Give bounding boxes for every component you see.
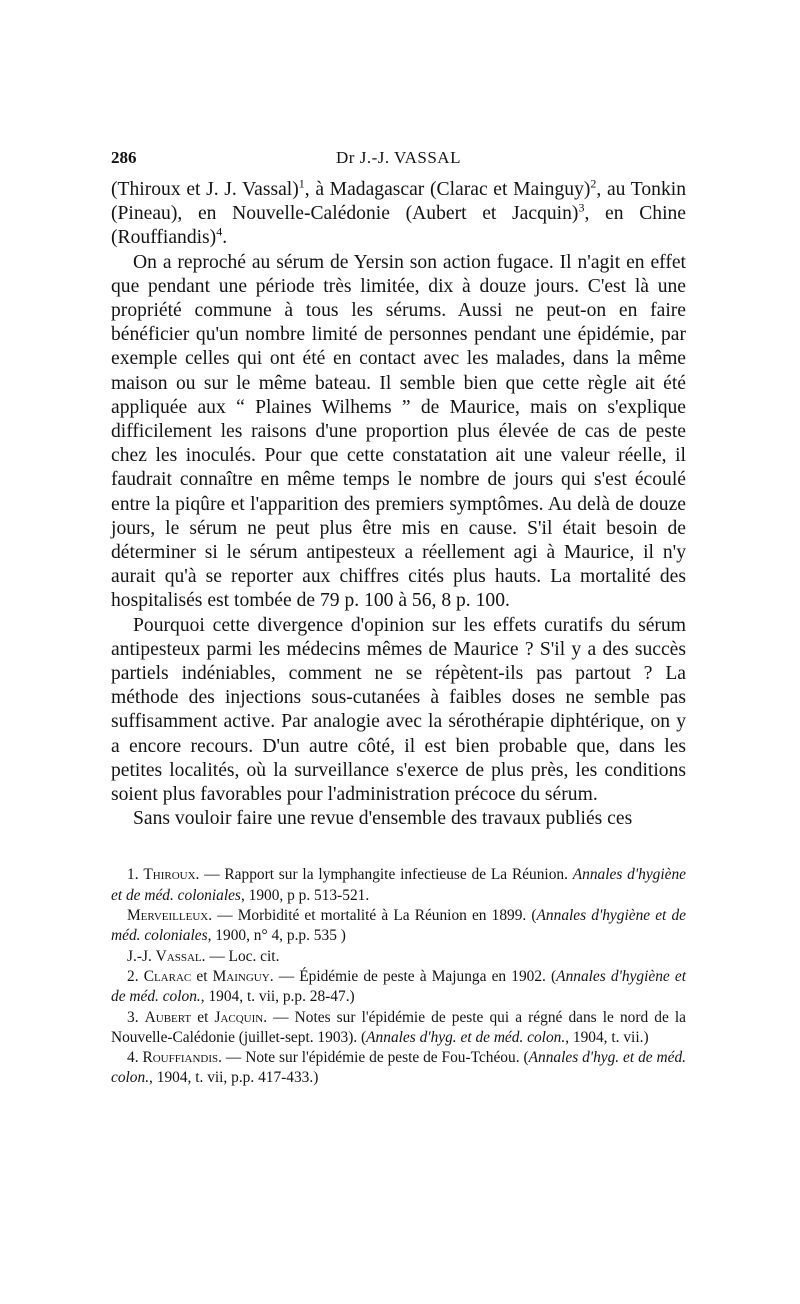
footnote <box>111 906 686 947</box>
footnote <box>111 967 686 1008</box>
running-head: Dr J.-J. VASSAL <box>336 148 461 167</box>
footnote-reference: 4 <box>216 224 223 239</box>
journal-title: Annales d'hygiène et de méd. coloniales <box>111 907 686 945</box>
body-paragraph <box>111 251 686 614</box>
body-text <box>111 178 686 831</box>
text-run: Sans vouloir faire une revue d'ensemble des travaux publiés ces <box>133 808 633 830</box>
body-paragraph <box>111 178 686 251</box>
page-number: 286 <box>111 148 137 167</box>
footnote <box>111 947 686 967</box>
text-run: , 1900, n° 4, p.p. 535 ) <box>207 927 346 945</box>
text-run: . <box>222 227 228 249</box>
text-run: 3. <box>127 1008 145 1026</box>
text-run: . — Note sur l'épidémie de peste de Fou-Tchéou. ( <box>218 1049 529 1067</box>
body-paragraph <box>111 614 686 808</box>
text-run: , 1904, t. vii.) <box>565 1028 649 1046</box>
text-run: J.-J. <box>127 947 156 965</box>
text-run: , 1904, t. vii, p.p. 28-47.) <box>200 988 355 1006</box>
journal-title: Annales d'hygiène et de méd. colon. <box>111 967 686 1006</box>
journal-title: Annales d'hygiène et de méd. coloniales <box>111 866 687 904</box>
text-run: Pourquoi cette divergence d'opinion sur les effets curatifs du sérum antipesteux parmi les médecins mêmes de Maurice ? S'il y a des succès partiels indéniables, comment ne se répètent-ils pas partout ? La méthode des injections sous-cutanées à faibles doses ne semble pas suffisamment active. Par analogie avec la sérothérapie diphtérique, on y a encore recours. D'un autre côté, il est bien probable que, dans les petites localités, où la surveillance s'exerce de plus près, les conditions soient plus favorables pour l'administration précoce du sérum. <box>111 614 686 806</box>
text-run: , 1900, p p. 513-521. <box>240 886 370 904</box>
text-run: 2. <box>127 967 144 985</box>
text-run: , au Tonkin (Pineau), en Nouvelle-Calédonie (Aubert et Jacquin) <box>111 179 686 225</box>
author-name: Mainguy <box>212 967 270 985</box>
author-name: Rouffiandis <box>142 1049 219 1067</box>
author-name: Merveilleux <box>127 907 209 925</box>
text-run: , 1904, t. vii, p.p. 417-433.) <box>149 1069 319 1087</box>
author-name: Jacquin <box>214 1008 264 1026</box>
footnote-reference: 3 <box>578 200 585 215</box>
text-run: 4. <box>127 1049 143 1067</box>
journal-title: Annales d'hyg. et de méd. colon. <box>366 1028 566 1046</box>
author-name: Thiroux <box>143 866 196 884</box>
book-page <box>111 148 686 1089</box>
author-name: Clarac <box>143 967 192 985</box>
text-run: . — Morbidité et mortalité à La Réunion en 1899. ( <box>208 907 537 925</box>
text-run: . — Épidémie de peste à Majunga en 1902. ( <box>269 967 557 985</box>
author-name: Vassal <box>155 947 202 965</box>
journal-title: Annales d'hyg. et de méd. colon. <box>111 1049 687 1087</box>
text-run: . — Notes sur l'épidémie de peste qui a régné dans le nord de la Nouvelle-Calédonie (juillet-sept. 1903). ( <box>111 1008 686 1046</box>
text-run: . — Rapport sur la lymphangite infectieuse de La Réunion. <box>195 866 573 884</box>
text-run: (Thiroux et J. J. Vassal) <box>111 179 299 200</box>
footnotes <box>111 865 686 1088</box>
text-run: , à Madagascar (Clarac et Mainguy) <box>304 179 591 200</box>
text-run: et <box>191 967 213 985</box>
page-header <box>111 148 686 174</box>
footnote <box>111 1008 686 1049</box>
body-paragraph <box>111 807 686 831</box>
footnote-reference: 1 <box>298 176 305 191</box>
footnote-reference: 2 <box>590 176 597 191</box>
footnote <box>111 1048 686 1089</box>
text-run: On a reproché au sérum de Yersin son action fugace. Il n'agit en effet que pendant une période très limitée, dix à douze jours. C'est là une propriété commune à tous les sérums. Aussi ne peut-on en faire bénéficier qu'un nombre limité de personnes pendant une épidémie, par exemple celles qui ont été en contact avec les malades, dans la même maison ou sur le même bateau. Il semble bien que cette règle ait été appliquée aux “ Plaines Wilhems ” de Maurice, mais on s'explique difficilement les raisons d'une proportion plus élevée de cas de peste chez les inoculés. Pour que cette constatation ait une valeur réelle, il faudrait connaître en même temps le nombre de jours qui s'est écoulé entre la piqûre et l'apparition des premiers symptômes. Au delà de douze jours, le sérum ne peut plus être mis en cause. S'il était besoin de déterminer si le sérum antipesteux a réellement agi à Maurice, il n'y aurait qu'à se reporter aux chiffres cités plus hauts. La mortalité des hospitalisés est tombée de 79 p. 100 à 56, 8 p. 100. <box>111 251 686 612</box>
text-run: . — Loc. cit. <box>201 947 280 965</box>
text-run: et <box>191 1008 215 1026</box>
author-name: Aubert <box>144 1008 192 1026</box>
text-run: , en Chine (Rouffiandis) <box>111 203 687 249</box>
footnote <box>111 865 686 906</box>
text-run: 1. <box>127 866 144 884</box>
